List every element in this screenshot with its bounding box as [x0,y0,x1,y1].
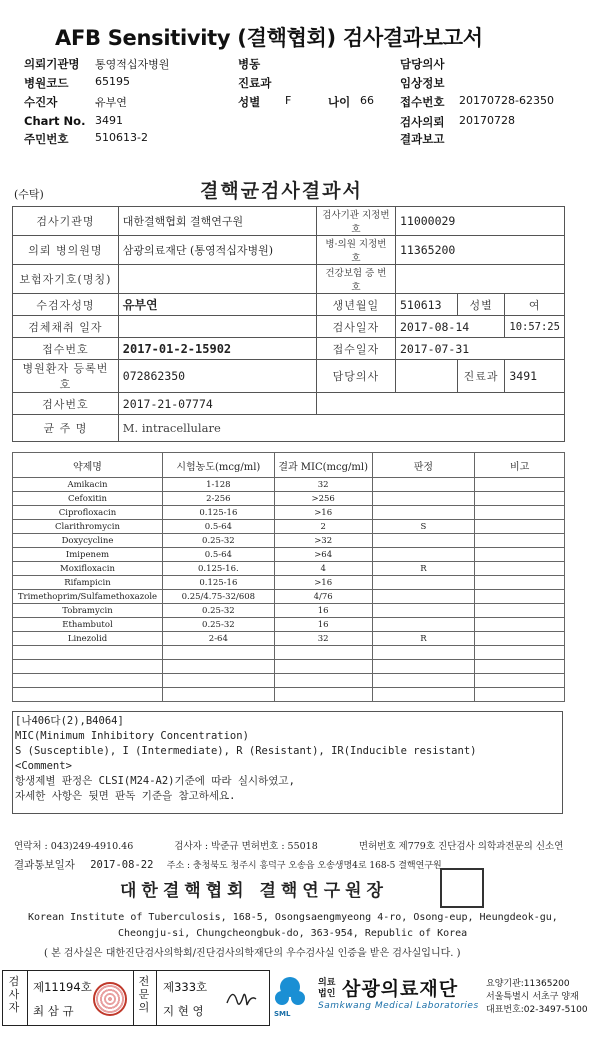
info-label: 접수일자 [316,338,395,360]
report-label: 결과보고 [400,132,445,146]
sex-value: F [285,94,292,107]
info-row [13,236,565,265]
drug-column-header: 결과 MIC(mcg/ml) [274,453,372,478]
examiner-license-no: 제11194호 [33,980,92,994]
drug-cell [274,688,372,702]
drug-cell [475,478,565,492]
drug-cell [372,506,475,520]
info-value: 2017-07-31 [395,338,564,360]
patient-info-table [12,206,565,442]
footer-date-row [14,857,442,872]
corp-en-name: Samkwang Medical Laboratories [318,1001,479,1011]
drug-column-header: 시험농도(mcg/ml) [162,453,274,478]
institution-value: 통영적십자병원 [95,58,170,71]
info-label: 접수번호 [13,338,119,360]
drug-row [13,506,565,520]
institute-seal-icon [440,868,484,908]
drug-cell [372,576,475,590]
drug-cell [372,660,475,674]
info-label: 균 주 명 [13,415,119,442]
chart-label: Chart No. [24,114,86,128]
drug-cell [372,492,475,506]
specialist-name: 지 현 영 [163,1004,204,1018]
sml-logo-icon [272,974,308,1012]
info-label: 병원환자 등록번호 [13,360,119,393]
header-row-2 [0,75,598,94]
drug-cell [475,660,565,674]
header-row-3 [0,94,598,113]
drug-row [13,674,565,688]
specialist-license-no: 제333호 [163,980,208,994]
drug-cell: R [372,562,475,576]
info-value: 2017-21-07774 [118,393,316,415]
info-label: 건강보험 증 번 호 [316,265,395,294]
specialist-vertical-label: 전문의 [138,975,150,1014]
drug-cell [13,674,163,688]
drug-cell: 4 [274,562,372,576]
red-seal-icon [93,982,127,1016]
report-header [0,0,598,160]
info-value: 11000029 [395,207,564,236]
drug-cell: Amikacin [13,478,163,492]
info-row [13,294,565,316]
note-line: [나406다(2),B4064] [15,715,124,727]
note-line: 항생제별 판정은 CLSI(M24-A2)기준에 따라 실시하였고, [15,775,295,787]
info-value: 10:57:25 [505,316,565,338]
drug-column-header: 판정 [372,453,475,478]
drug-cell: 1-128 [162,478,274,492]
request-label: 검사의뢰 [400,115,445,129]
info-value: 3491 [505,360,565,393]
drug-cell: Linezolid [13,632,163,646]
drug-row [13,534,565,548]
info-row [13,360,565,393]
info-value: 11365200 [395,236,564,265]
clinical-label: 임상정보 [400,76,445,90]
drug-cell: Clarithromycin [13,520,163,534]
drug-cell: 2 [274,520,372,534]
age-label: 나이 [328,95,351,109]
drug-row [13,548,565,562]
scanned-report [0,168,598,968]
drug-column-header: 비고 [475,453,565,478]
drug-cell [372,646,475,660]
drug-cell: Ethambutol [13,618,163,632]
drug-row [13,688,565,702]
corp-address: 서울특별시 서초구 양재 [486,992,579,1002]
drug-cell: Ciprofloxacin [13,506,163,520]
receipt-label: 접수번호 [400,95,445,109]
footer-contact-row [14,838,563,852]
receipt-value: 20170728-62350 [459,94,554,107]
drug-cell [475,506,565,520]
drug-cell [162,688,274,702]
info-row [13,207,565,236]
info-label: 검체채취 일자 [13,316,119,338]
drug-cell: Doxycycline [13,534,163,548]
info-value: 삼광의료재단 (통영적십자병원) [118,236,316,265]
drug-row [13,660,565,674]
drug-cell [475,520,565,534]
chart-value: 3491 [95,114,123,127]
info-value [395,265,564,294]
page-title: AFB Sensitivity (결핵협회) 검사결과보고서 [55,26,483,50]
drug-cell [13,688,163,702]
drug-cell: >16 [274,506,372,520]
info-label: 수검자성명 [13,294,119,316]
signature-strip [0,968,598,1028]
address-kr: 주소 : 충청북도 청주시 흥덕구 오송읍 오송생명4로 168-5 결핵연구원 [166,861,442,871]
drug-cell: 0.125-16. [162,562,274,576]
drug-cell: Moxifloxacin [13,562,163,576]
drug-cell [372,548,475,562]
drug-cell: >16 [274,576,372,590]
drug-sensitivity-table [12,452,565,702]
doctor-label: 담당의사 [400,57,445,71]
drug-row [13,562,565,576]
drug-cell: 4/76 [274,590,372,604]
institution-label: 의뢰기관명 [24,57,80,71]
drug-cell: 0.5-64 [162,548,274,562]
drug-cell [475,632,565,646]
drug-cell [162,660,274,674]
info-value: 여 [505,294,565,316]
request-value: 20170728 [459,114,515,127]
info-label: 담당의사 [316,360,395,393]
drug-row [13,576,565,590]
drug-cell [372,590,475,604]
drug-cell [475,534,565,548]
drug-cell [274,674,372,688]
dept-label: 진료과 [238,76,272,90]
info-label: 검사기관 지정번호 [316,207,395,236]
drug-cell [475,562,565,576]
drug-cell: 0.25-32 [162,618,274,632]
info-label: 성별 [457,294,505,316]
info-label: 진료과 [457,360,505,393]
drug-cell: 32 [274,478,372,492]
info-row [13,338,565,360]
drug-cell [475,618,565,632]
info-value [118,265,316,294]
contact-text: 연락처 : 043)249-4910.46 [14,841,134,852]
drug-cell: 2-256 [162,492,274,506]
examiner-name: 최 삼 규 [33,1004,74,1018]
drug-cell [475,576,565,590]
drug-row [13,492,565,506]
examiner-vertical-label: 검사자 [8,975,20,1014]
note-line: S (Susceptible), I (Intermediate), R (Resistant), IR(Inducible resistant) [15,745,477,757]
drug-cell [162,646,274,660]
sml-text: SML [274,1010,291,1018]
drug-cell: 0.25-32 [162,604,274,618]
corp-type: 의료법인 [318,978,336,999]
drug-row [13,646,565,660]
drug-cell: S [372,520,475,534]
drug-cell [372,604,475,618]
info-label: 보험자기호(명칭) [13,265,119,294]
hospital-code-label: 병원코드 [24,76,69,90]
drug-cell: Cefoxitin [13,492,163,506]
license-text: 면허번호 제779호 진단검사 의학과전문의 신소연 [358,841,564,852]
drug-row [13,632,565,646]
drug-cell: R [372,632,475,646]
drug-cell: 16 [274,618,372,632]
drug-cell: >64 [274,548,372,562]
drug-cell [372,534,475,548]
drug-row [13,520,565,534]
info-row [13,316,565,338]
drug-row [13,618,565,632]
age-value: 66 [360,94,374,107]
drug-cell: 0.25-32 [162,534,274,548]
report-title: 결핵균검사결과서 [200,180,363,202]
drug-cell: 0.125-16 [162,576,274,590]
drug-cell [475,548,565,562]
drug-cell: 32 [274,632,372,646]
info-value: 유부연 [118,294,316,316]
signature-icon [223,983,259,1013]
drug-row [13,478,565,492]
report-date: 2017-08-22 [90,859,154,871]
drug-cell: 16 [274,604,372,618]
info-value [395,360,457,393]
patient-value: 유부연 [95,96,127,109]
note-line: 자세한 사항은 뒷면 판독 기준을 참고하세요. [15,790,236,802]
info-row [13,415,565,442]
drug-cell [475,492,565,506]
info-value [118,316,316,338]
drug-cell: Trimethoprim/Sulfamethoxazole [13,590,163,604]
drug-cell [475,688,565,702]
drug-column-header: 약제명 [13,453,163,478]
info-row [13,265,565,294]
corp-info [486,978,588,1017]
header-row-1 [0,56,598,75]
drug-cell: 2-64 [162,632,274,646]
drug-cell [274,660,372,674]
signature-box [2,970,270,1026]
address-en-line1: Korean Institute of Tuberculosis, 168-5, Osongsaengmyeong 4-ro, Osong-eup, Heungdeok-gu, [28,912,558,923]
drug-cell: 0.5-64 [162,520,274,534]
drug-cell: >256 [274,492,372,506]
corp-name: 삼광의료재단 [342,978,459,1000]
drug-cell [475,604,565,618]
drug-cell [274,646,372,660]
hospital-code-value: 65195 [95,75,130,88]
info-label: 병·의원 지정번호 [316,236,395,265]
id-value: 510613-2 [95,131,148,144]
drug-cell [475,646,565,660]
corp-phone: 대표번호:02-3497-5100 [486,1005,588,1015]
drug-cell: 0.125-16 [162,506,274,520]
header-row-5 [0,131,598,150]
info-value [316,393,564,415]
drug-cell: Tobramycin [13,604,163,618]
certification-note: ( 본 검사실은 대한진단검사의학회/진단검사의학재단의 우수검사실 인증을 받은 검사실입니다. ) [44,948,461,959]
info-label: 검사기관명 [13,207,119,236]
drug-cell: >32 [274,534,372,548]
drug-cell [13,646,163,660]
info-value: 510613 [395,294,457,316]
note-line: MIC(Minimum Inhibitory Concentration) [15,730,249,742]
report-date-label: 결과통보일자 [14,859,75,871]
info-value: 대한결핵협회 결핵연구원 [118,207,316,236]
info-label: 생년월일 [316,294,395,316]
corp-code: 요양기관:11365200 [486,979,570,989]
info-value: 2017-08-14 [395,316,504,338]
institute-name: 대한결핵협회 결핵연구원장 [120,881,388,901]
info-label: 검사일자 [316,316,395,338]
drug-row [13,604,565,618]
address-en-line2: Cheongju-si, Chungcheongbuk-do, 363-954, Republic of Korea [118,928,468,939]
info-value: 072862350 [118,360,316,393]
id-label: 주민번호 [24,132,69,146]
drug-cell: Rifampicin [13,576,163,590]
patient-label: 수진자 [24,95,58,109]
drug-cell [475,590,565,604]
info-row [13,393,565,415]
info-value: 2017-01-2-15902 [118,338,316,360]
info-label: 의뢰 병의원명 [13,236,119,265]
drug-cell [13,660,163,674]
drug-cell [372,478,475,492]
ward-label: 병동 [238,57,261,71]
examiner-text: 검사자 : 박준규 면허번호 : 55018 [174,841,318,852]
drug-cell [372,674,475,688]
notes-box [12,711,563,814]
drug-cell [475,674,565,688]
drug-cell: 0.25/4.75-32/608 [162,590,274,604]
drug-row [13,590,565,604]
drug-cell: Imipenem [13,548,163,562]
drug-cell [162,674,274,688]
drug-cell [372,618,475,632]
drug-header-row [13,453,565,478]
info-label: 검사번호 [13,393,119,415]
sex-label: 성별 [238,95,261,109]
strain-name: M. intracellulare [118,415,564,442]
drug-cell [372,688,475,702]
note-line: <Comment> [15,760,72,772]
consignment-tag: (수탁) [14,188,44,201]
